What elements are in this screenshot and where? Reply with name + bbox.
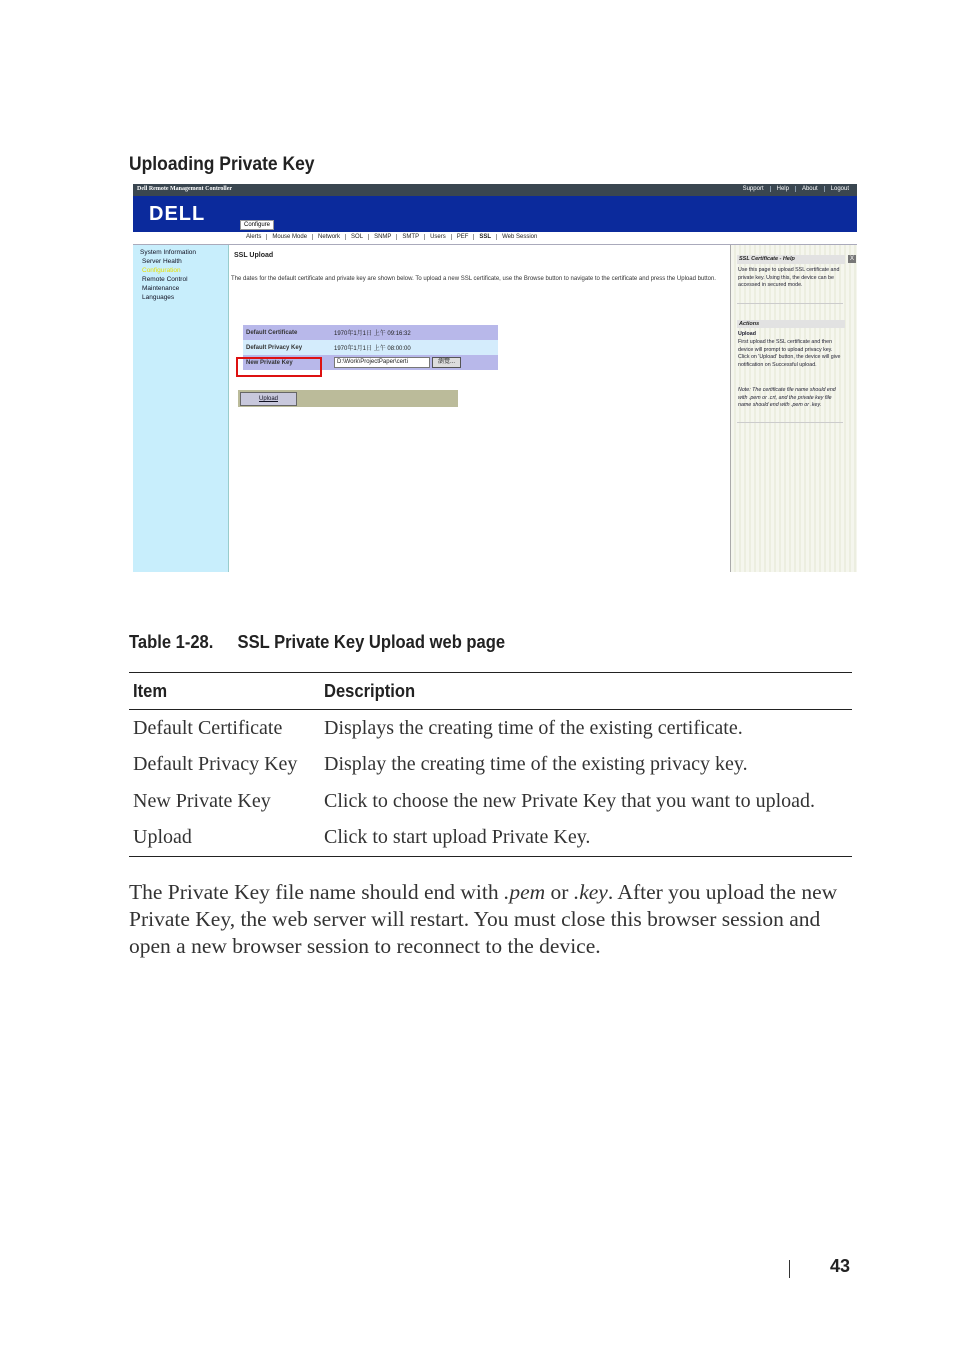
table-header-row: [129, 673, 852, 710]
help-upload-text: First upload the SSL certificate and then device will prompt to upload privacy key. Click on 'Upload' button, the device will give notification on Successful upload.: [738, 339, 841, 368]
body-paragraph: The Private Key file name should end with .pem or .key. After you upload the new Private Key, the web server will restart. You must close this browser session and open a new browser session to reconnect to the device.: [129, 880, 838, 958]
item-cell: Upload: [129, 820, 320, 857]
help-intro: Use this page to upload SSL certificate and private key. Using this, the device can be accessed in secured mode.: [738, 267, 840, 289]
main-title: SSL Upload: [234, 252, 274, 259]
top-links: [737, 186, 855, 192]
table-row: [243, 340, 498, 355]
main-description: The dates for the default certificate and private key are shown below. To upload a new SSL certificate, use the Browse button to navigate to the certificate and press the Upload button.: [231, 276, 716, 282]
browse-button[interactable]: 瀏覽...: [432, 357, 461, 368]
help-title: SSL Certificate - Help: [737, 255, 845, 264]
nav-smtp[interactable]: SMTP: [396, 234, 424, 240]
sidebar-item-remote-control[interactable]: Remote Control: [142, 276, 188, 283]
nav-network[interactable]: Network: [312, 234, 345, 240]
page-number: 43: [830, 1256, 851, 1276]
table-row: [129, 820, 852, 857]
divider: [737, 303, 843, 304]
key-extension: .key: [573, 880, 608, 904]
help-pane: [730, 245, 857, 572]
tab-configure[interactable]: Configure: [240, 220, 274, 230]
sidebar-item-languages[interactable]: Languages: [142, 294, 175, 301]
nav-pef[interactable]: PEF: [451, 234, 474, 240]
row-label: Default Certificate: [246, 329, 298, 336]
highlight-box: [236, 357, 322, 377]
file-path-input[interactable]: D:\Work\ProjectPaper\certi: [334, 357, 430, 368]
divider: [737, 422, 843, 423]
item-cell: Default Privacy Key: [133, 753, 298, 776]
help-link[interactable]: Help: [770, 186, 795, 192]
close-icon[interactable]: X: [849, 256, 854, 262]
about-link[interactable]: About: [795, 186, 824, 192]
nav-ssl[interactable]: SSL: [473, 234, 496, 240]
config-nav: [133, 232, 857, 245]
table-caption: [129, 632, 505, 653]
nav-alerts[interactable]: Alerts: [246, 234, 262, 240]
table-row: [129, 783, 852, 820]
description-cell: Display the creating time of the existing privacy key.: [324, 753, 748, 776]
row-label: New Private Key: [246, 359, 293, 366]
description-cell: Click to start upload Private Key.: [320, 820, 852, 857]
row-value: 1970年1月1日 上午 09:16:32: [334, 331, 411, 337]
description-cell: Displays the creating time of the existing certificate.: [324, 716, 743, 739]
item-cell: Default Certificate: [133, 716, 283, 739]
description-table: [129, 672, 852, 857]
nav-users[interactable]: Users: [424, 234, 451, 240]
nav-mouse-mode[interactable]: Mouse Mode: [266, 234, 312, 240]
upload-bar: [238, 390, 458, 407]
sidebar-item-server-health[interactable]: Server Health: [142, 258, 182, 265]
table-row: [243, 325, 498, 340]
help-note: Note: The certificate file name should end with .pem or .crt, and the private key file name should end with .pem or .key.: [738, 387, 836, 409]
main-panel: [229, 245, 729, 572]
row-value: 1970年1月1日 上午 08:00:00: [334, 346, 411, 352]
help-actions-title: Actions: [737, 320, 845, 328]
description-cell: Click to choose the new Private Key that you want to upload.: [324, 789, 816, 812]
screenshot-figure: [133, 184, 857, 572]
pem-extension: .pem: [503, 880, 546, 904]
dell-logo: DELL: [149, 203, 206, 225]
upload-button[interactable]: Upload: [240, 392, 297, 406]
sidebar-item-system-information[interactable]: System Information: [140, 249, 196, 256]
table-row: [129, 710, 852, 747]
section-heading: Uploading Private Key: [129, 154, 315, 175]
table-caption-title: SSL Private Key Upload web page: [237, 632, 506, 652]
window-title: Dell Remote Management Controller: [137, 186, 233, 192]
footer-divider: [789, 1260, 790, 1278]
table-row: [129, 747, 852, 784]
logout-link[interactable]: Logout: [824, 186, 855, 192]
sidebar-item-configuration[interactable]: Configuration: [142, 267, 181, 274]
header-banner: [133, 196, 857, 232]
table-caption-label: Table 1-28.: [129, 632, 214, 652]
nav-snmp[interactable]: SNMP: [368, 234, 396, 240]
item-cell: New Private Key: [133, 789, 271, 812]
title-bar: [133, 184, 857, 196]
column-header: Description: [320, 673, 852, 710]
support-link[interactable]: Support: [742, 186, 764, 192]
row-label: Default Privacy Key: [246, 344, 303, 351]
nav-web-session[interactable]: Web Session: [496, 234, 542, 240]
nav-sol[interactable]: SOL: [345, 234, 368, 240]
sidebar-item-maintenance[interactable]: Maintenance: [142, 285, 180, 292]
help-upload-title: Upload: [738, 331, 756, 337]
sidebar: [133, 245, 229, 572]
column-header: Item: [129, 673, 320, 710]
